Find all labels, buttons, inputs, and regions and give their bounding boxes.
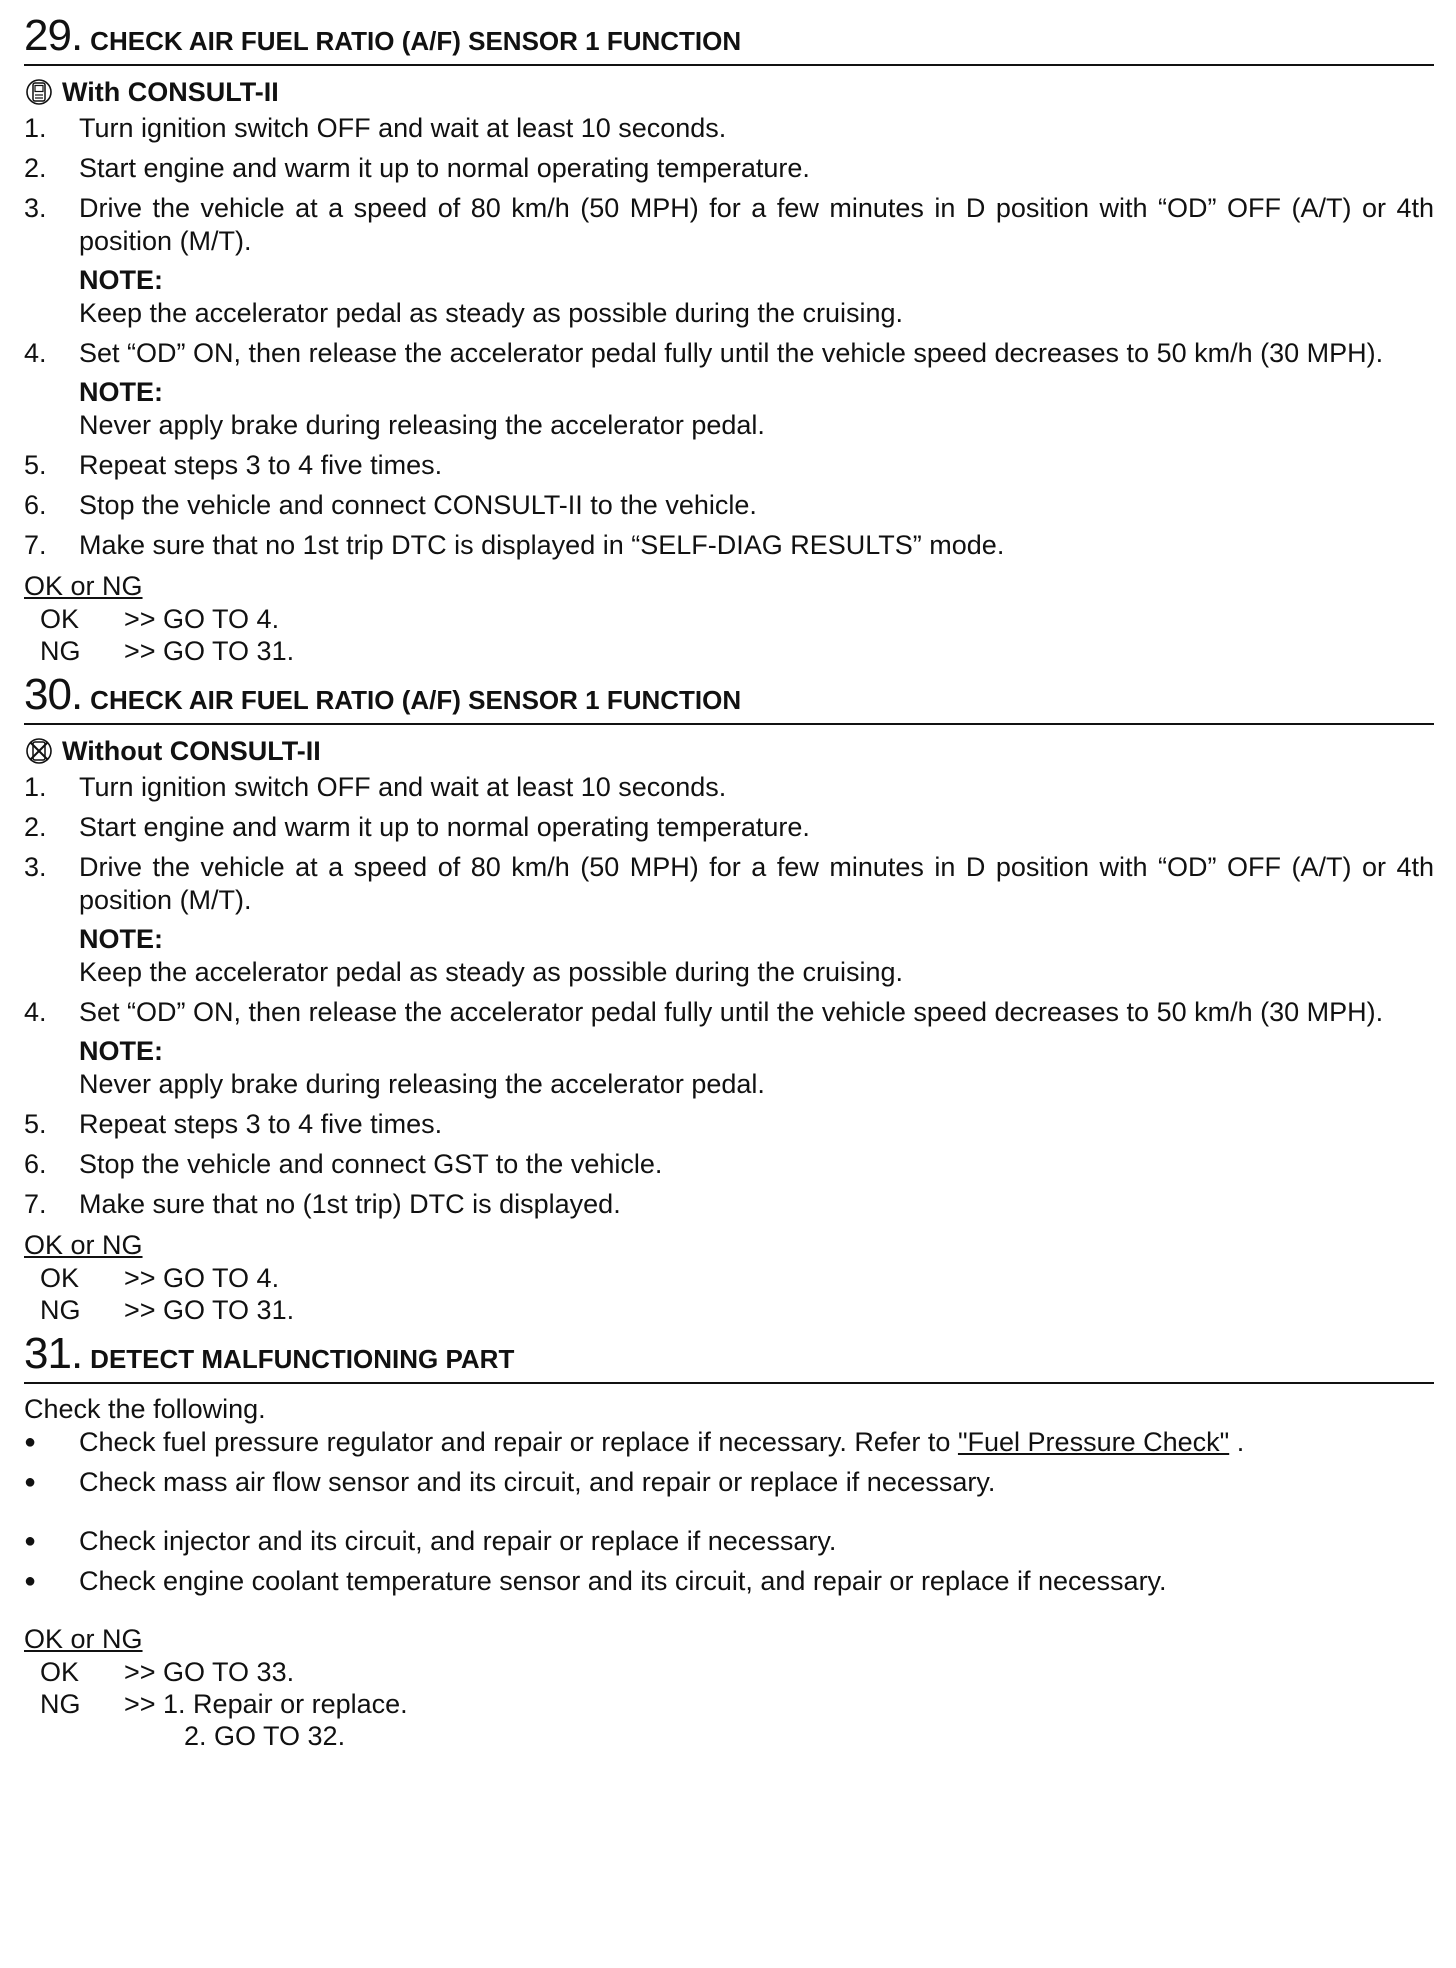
list-item <box>24 996 1434 1101</box>
list-item <box>24 152 1434 185</box>
step-text: Start engine and warm it up to normal operating temperature. <box>79 153 810 183</box>
result-ng-action: >> GO TO 31. <box>124 1295 295 1325</box>
result-ng-action: >> GO TO 31. <box>124 636 295 666</box>
result-ok-row <box>24 1656 1434 1688</box>
section-header <box>24 1326 1434 1384</box>
step-text: Stop the vehicle and connect GST to the vehicle. <box>79 1149 663 1179</box>
section-29 <box>24 8 1434 667</box>
step-number: 7. <box>24 530 47 560</box>
steps-list <box>24 112 1434 562</box>
result-ng-label: NG <box>40 636 81 666</box>
step-text: Start engine and warm it up to normal operating temperature. <box>79 812 810 842</box>
note-label: NOTE: <box>79 265 163 295</box>
section-header <box>24 667 1434 725</box>
bullet-icon: ● <box>24 1570 37 1592</box>
bullet-text: Check engine coolant temperature sensor and its circuit, and repair or replace if necessary. <box>79 1566 1167 1596</box>
section-number: 31. <box>24 1329 83 1378</box>
result-heading: OK or NG <box>24 571 143 601</box>
result-ok-row <box>24 1262 1434 1294</box>
step-number: 3. <box>24 852 47 882</box>
bullet-text: Check fuel pressure regulator and repair or replace if necessary. Refer to <box>79 1427 958 1457</box>
bullet-text-after: . <box>1229 1427 1245 1457</box>
step-number: 4. <box>24 997 47 1027</box>
note-text: Never apply brake during releasing the accelerator pedal. <box>79 410 765 440</box>
bullet-icon: ● <box>24 1431 37 1453</box>
section-title: CHECK AIR FUEL RATIO (A/F) SENSOR 1 FUNCTION <box>90 685 742 715</box>
step-body <box>79 851 1434 989</box>
mode-line <box>24 72 1434 112</box>
bullet-text: Check mass air flow sensor and its circuit, and repair or replace if necessary. <box>79 1467 996 1497</box>
step-text: Make sure that no 1st trip DTC is displayed in “SELF-DIAG RESULTS” mode. <box>79 530 1005 560</box>
step-number: 4. <box>24 338 47 368</box>
step-body <box>79 996 1434 1101</box>
step-body <box>79 192 1434 330</box>
mode-line <box>24 731 1434 771</box>
section-number: 30. <box>24 670 83 719</box>
step-text: Drive the vehicle at a speed of 80 km/h (50 MPH) for a few minutes in D position with “OD” OFF (A/T) or 4th position (M/T). <box>79 852 1434 915</box>
result-ok-action: >> GO TO 4. <box>124 1263 280 1293</box>
list-item <box>24 1108 1434 1141</box>
result-ok-label: OK <box>40 1263 80 1293</box>
section-30 <box>24 667 1434 1326</box>
step-text: Turn ignition switch OFF and wait at least 10 seconds. <box>79 113 727 143</box>
list-item <box>24 1188 1434 1221</box>
step-text: Repeat steps 3 to 4 five times. <box>79 450 443 480</box>
list-item <box>24 529 1434 562</box>
list-item <box>24 1426 1434 1459</box>
mode-label: With CONSULT-II <box>62 76 279 107</box>
result-ng-label: NG <box>40 1689 81 1719</box>
step-number: 1. <box>24 772 47 802</box>
bullet-icon: ● <box>24 1530 37 1552</box>
result-ok-row <box>24 603 1434 635</box>
section-number: 29. <box>24 11 83 60</box>
note-text: Keep the accelerator pedal as steady as possible during the cruising. <box>79 957 904 987</box>
list-item <box>24 851 1434 989</box>
bullet-text: Check injector and its circuit, and repair or replace if necessary. <box>79 1526 837 1556</box>
step-number: 2. <box>24 153 47 183</box>
list-item <box>24 112 1434 145</box>
step-text: Turn ignition switch OFF and wait at least 10 seconds. <box>79 772 727 802</box>
step-number: 3. <box>24 193 47 223</box>
result-ng-action-2: 2. GO TO 32. <box>184 1721 346 1751</box>
list-item <box>24 1466 1434 1499</box>
note-label: NOTE: <box>79 377 163 407</box>
list-item <box>24 771 1434 804</box>
list-item <box>24 449 1434 482</box>
step-text: Make sure that no (1st trip) DTC is displayed. <box>79 1189 621 1219</box>
note-label: NOTE: <box>79 924 163 954</box>
step-number: 2. <box>24 812 47 842</box>
step-number: 7. <box>24 1189 47 1219</box>
result-heading: OK or NG <box>24 1230 143 1260</box>
step-body <box>79 337 1434 442</box>
list-item <box>24 1148 1434 1181</box>
list-item <box>24 489 1434 522</box>
result-ok-action: >> GO TO 4. <box>124 604 280 634</box>
step-text: Set “OD” ON, then release the accelerator pedal fully until the vehicle speed decreases to 50 km/h (30 MPH). <box>79 338 1384 368</box>
bullet-body <box>79 1426 1434 1459</box>
note-label: NOTE: <box>79 1036 163 1066</box>
step-number: 5. <box>24 1109 47 1139</box>
result-ok-label: OK <box>40 604 80 634</box>
intro-text: Check the following. <box>24 1394 266 1424</box>
mode-label: Without CONSULT-II <box>62 735 321 766</box>
manual-page <box>24 8 1434 1752</box>
result-ng-row <box>24 1688 1434 1720</box>
result-ng-row <box>24 1294 1434 1326</box>
section-title: DETECT MALFUNCTIONING PART <box>90 1344 515 1374</box>
section-title: CHECK AIR FUEL RATIO (A/F) SENSOR 1 FUNCTION <box>90 26 742 56</box>
note-text: Keep the accelerator pedal as steady as possible during the cruising. <box>79 298 904 328</box>
list-item <box>24 337 1434 442</box>
step-text: Stop the vehicle and connect CONSULT-II to the vehicle. <box>79 490 757 520</box>
note-text: Never apply brake during releasing the accelerator pedal. <box>79 1069 765 1099</box>
section-31 <box>24 1326 1434 1752</box>
step-text: Set “OD” ON, then release the accelerator pedal fully until the vehicle speed decreases to 50 km/h (30 MPH). <box>79 997 1384 1027</box>
list-item <box>24 811 1434 844</box>
result-ng-row <box>24 635 1434 667</box>
step-number: 6. <box>24 490 47 520</box>
steps-list <box>24 771 1434 1221</box>
step-text: Drive the vehicle at a speed of 80 km/h (50 MPH) for a few minutes in D position with “OD” OFF (A/T) or 4th position (M/T). <box>79 193 1434 256</box>
bullet-icon: ● <box>24 1471 37 1493</box>
result-heading: OK or NG <box>24 1624 143 1654</box>
no-consult-icon <box>24 736 54 766</box>
result-ok-action: >> GO TO 33. <box>124 1657 295 1687</box>
result-ng-action: >> 1. Repair or replace. <box>124 1689 408 1719</box>
result-ng-label: NG <box>40 1295 81 1325</box>
step-number: 1. <box>24 113 47 143</box>
section-header <box>24 8 1434 66</box>
list-item <box>24 1525 1434 1558</box>
bullet-list <box>24 1426 1434 1598</box>
step-number: 5. <box>24 450 47 480</box>
list-item <box>24 192 1434 330</box>
fuel-pressure-check-link[interactable]: "Fuel Pressure Check" <box>957 1427 1230 1457</box>
step-text: Repeat steps 3 to 4 five times. <box>79 1109 443 1139</box>
list-item <box>24 1565 1434 1598</box>
result-ok-label: OK <box>40 1657 80 1687</box>
consult-icon <box>24 77 54 107</box>
step-number: 6. <box>24 1149 47 1179</box>
